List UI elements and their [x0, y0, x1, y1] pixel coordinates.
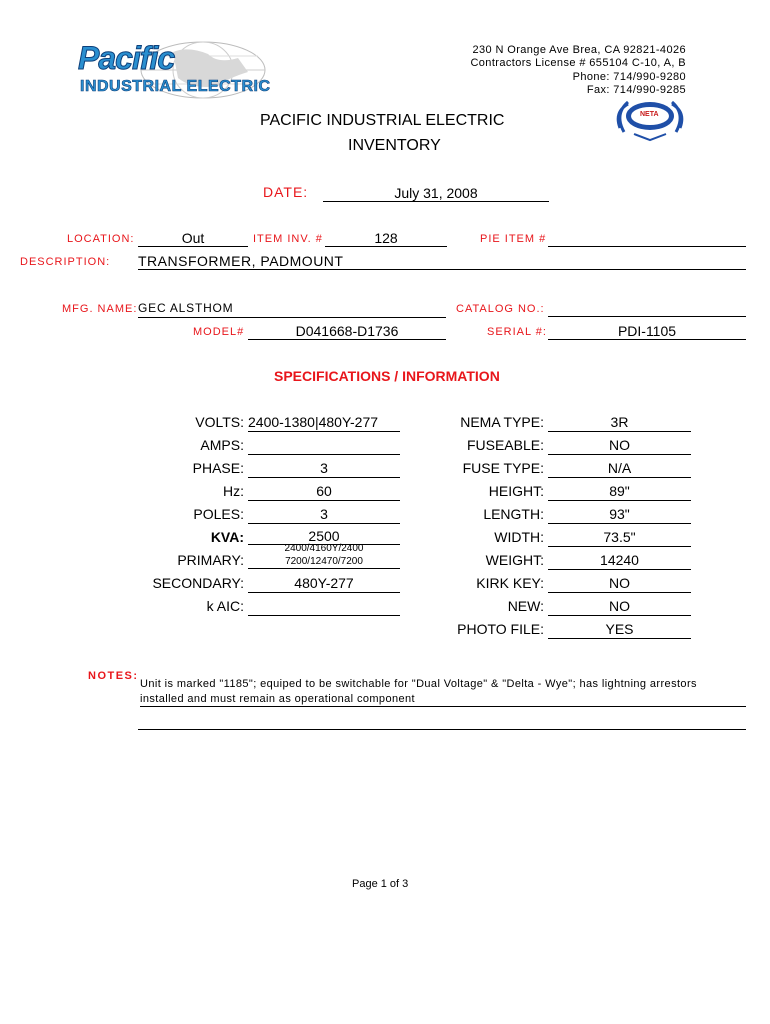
primary-value-line1: 2400/4160Y/2400: [284, 543, 364, 554]
kva-label: KVA:: [210, 529, 244, 545]
notes-line1[interactable]: Unit is marked "1185"; equiped to be switchable for "Dual Voltage" & "Delta - Wye"; has lightning arrestors: [140, 678, 697, 690]
description-label: DESCRIPTION:: [20, 256, 111, 268]
length-label: LENGTH:: [483, 506, 544, 522]
company-address: 230 N Orange Ave Brea, CA 92821-4026: [472, 44, 686, 56]
logo-pacific-text: Pacific: [78, 40, 175, 76]
secondary-field[interactable]: 480Y-277: [248, 575, 400, 593]
kva-field[interactable]: 2500: [248, 528, 400, 545]
photo-file-label: PHOTO FILE:: [457, 621, 544, 637]
location-field[interactable]: Out: [138, 230, 248, 247]
primary-field[interactable]: [248, 543, 400, 569]
model-label: MODEL#: [193, 326, 245, 338]
phase-field[interactable]: 3: [248, 460, 400, 478]
phase-label: PHASE:: [192, 460, 244, 476]
notes-label: NOTES:: [88, 670, 139, 682]
date-field[interactable]: July 31, 2008: [323, 185, 549, 202]
pie-item-field[interactable]: [548, 230, 746, 247]
nema-type-label: NEMA TYPE:: [460, 414, 544, 430]
height-label: HEIGHT:: [488, 483, 544, 499]
date-label: DATE:: [263, 184, 309, 200]
company-phone: Phone: 714/990-9280: [572, 71, 686, 83]
hz-field[interactable]: 60: [248, 483, 400, 501]
poles-field[interactable]: 3: [248, 506, 400, 524]
pie-item-label: PIE ITEM #: [480, 233, 547, 245]
page-title: PACIFIC INDUSTRIAL ELECTRIC: [260, 112, 505, 129]
width-label: WIDTH:: [494, 529, 544, 545]
volts-label: VOLTS:: [195, 414, 244, 430]
page-number: Page 1 of 3: [352, 878, 409, 890]
poles-label: POLES:: [193, 506, 244, 522]
amps-field[interactable]: [248, 437, 400, 455]
item-inv-field[interactable]: 128: [325, 230, 447, 247]
kirk-key-field[interactable]: NO: [548, 575, 691, 593]
location-label: LOCATION:: [67, 233, 135, 245]
weight-field[interactable]: 14240: [548, 552, 691, 570]
notes-line3[interactable]: [138, 729, 746, 730]
fuseable-field[interactable]: NO: [548, 437, 691, 455]
volts-field[interactable]: 2400-1380|480Y-277: [248, 414, 400, 432]
company-fax: Fax: 714/990-9285: [586, 84, 686, 96]
company-logo: [78, 38, 271, 100]
kaic-label: k AIC:: [206, 598, 244, 614]
description-field[interactable]: TRANSFORMER, PADMOUNT: [138, 253, 746, 270]
fuse-type-field[interactable]: N/A: [548, 460, 691, 478]
amps-label: AMPS:: [200, 437, 244, 453]
nema-type-field[interactable]: 3R: [548, 414, 691, 432]
logo-industrial-electric-text: INDUSTRIAL ELECTRIC: [80, 78, 271, 95]
height-field[interactable]: 89": [548, 483, 691, 501]
hz-label: Hz:: [223, 483, 244, 499]
weight-label: WEIGHT:: [485, 552, 544, 568]
mfg-name-label: MFG. NAME:: [62, 303, 138, 315]
fuseable-label: FUSEABLE:: [466, 437, 544, 453]
specs-title: SPECIFICATIONS / INFORMATION: [274, 368, 500, 384]
page-subtitle: INVENTORY: [348, 137, 441, 154]
primary-label: PRIMARY:: [177, 552, 244, 568]
neta-seal: [612, 98, 688, 142]
kaic-field[interactable]: [248, 598, 400, 616]
serial-field[interactable]: PDI-1105: [548, 323, 746, 340]
serial-label: SERIAL #:: [487, 326, 547, 338]
notes-line2[interactable]: installed and must remain as operational component: [140, 693, 746, 707]
fuse-type-label: FUSE TYPE:: [462, 460, 544, 476]
model-field[interactable]: D041668-D1736: [248, 323, 446, 340]
catalog-no-field[interactable]: [548, 300, 746, 317]
length-field[interactable]: 93": [548, 506, 691, 524]
new-label: NEW:: [507, 598, 544, 614]
primary-value-line2: 7200/12470/7200: [285, 556, 363, 567]
kirk-key-label: KIRK KEY:: [476, 575, 544, 591]
company-license: Contractors License # 655104 C-10, A, B: [470, 57, 686, 69]
mfg-name-field[interactable]: GEC ALSTHOM: [138, 301, 446, 318]
width-field[interactable]: 73.5": [548, 529, 691, 547]
new-field[interactable]: NO: [548, 598, 691, 616]
photo-file-field[interactable]: YES: [548, 621, 691, 639]
secondary-label: SECONDARY:: [152, 575, 244, 591]
item-inv-label: ITEM INV. #: [253, 233, 323, 245]
seal-label: NETA: [640, 111, 659, 118]
catalog-no-label: CATALOG NO.:: [456, 303, 545, 315]
